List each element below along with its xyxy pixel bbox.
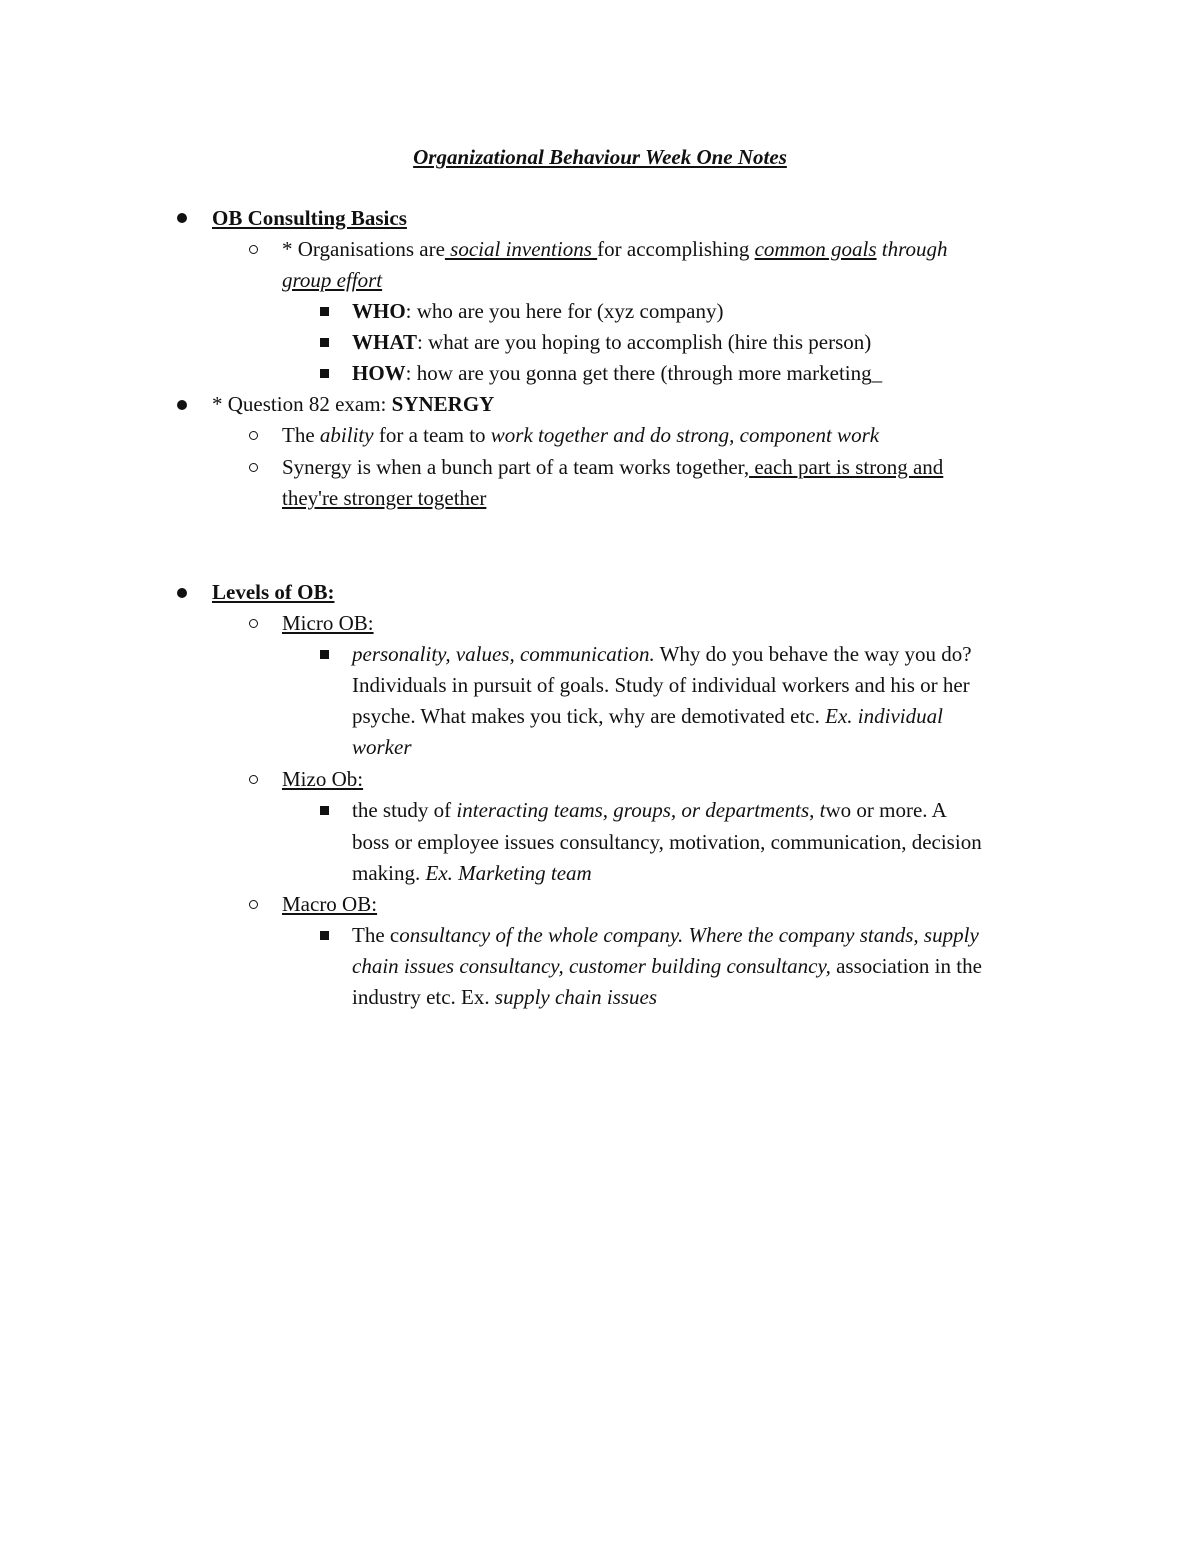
bullet-dot	[177, 400, 187, 410]
micro-line-1: personality, values, communication. Why do you behave the way you do?	[352, 642, 972, 666]
section-heading-levels: Levels of OB:	[212, 580, 335, 604]
bullet-square	[320, 369, 329, 378]
bullet-dot	[177, 213, 187, 223]
bullet-circle	[249, 245, 258, 254]
micro-line-2: Individuals in pursuit of goals. Study of individual workers and his or her	[352, 673, 970, 697]
list-item-synergy-def: Synergy is when a bunch part of a team works together, each part is strong and	[282, 455, 944, 479]
section-heading-ob-basics: OB Consulting Basics	[212, 206, 407, 230]
bullet-circle	[249, 775, 258, 784]
list-item-what: WHAT: what are you hoping to accomplish (hire this person)	[352, 330, 872, 354]
list-item-ability: The ability for a team to work together and do strong, component work	[282, 423, 880, 447]
subheading-mizo-ob: Mizo Ob:	[282, 767, 364, 791]
page-title: Organizational Behaviour Week One Notes	[413, 145, 787, 169]
bullet-circle	[249, 900, 258, 909]
list-item-organisations: * Organisations are social inventions for accomplishing common goals through	[282, 237, 948, 261]
macro-line-3: industry etc. Ex. supply chain issues	[352, 985, 658, 1009]
bullet-circle	[249, 463, 258, 472]
macro-line-2: chain issues consultancy, customer building consultancy, association in the	[352, 954, 982, 978]
bullet-square	[320, 650, 329, 659]
bullet-dot	[177, 588, 187, 598]
bullet-square	[320, 338, 329, 347]
micro-line-3: psyche. What makes you tick, why are demotivated etc. Ex. individual	[352, 704, 943, 728]
bullet-square	[320, 931, 329, 940]
mizo-line-2: boss or employee issues consultancy, motivation, communication, decision	[352, 830, 982, 854]
macro-line-1: The consultancy of the whole company. Where the company stands, supply	[352, 923, 979, 947]
micro-line-4: worker	[352, 735, 412, 759]
list-item-organisations-cont: group effort	[282, 268, 383, 292]
section-heading-synergy: * Question 82 exam: SYNERGY	[212, 392, 495, 416]
mizo-line-3: making. Ex. Marketing team	[352, 861, 592, 885]
subheading-macro-ob: Macro OB:	[282, 892, 378, 916]
mizo-line-1: the study of interacting teams, groups, or departments, two or more. A	[352, 798, 947, 822]
list-item-how: HOW: how are you gonna get there (through more marketing_	[352, 361, 883, 385]
subheading-micro-ob: Micro OB:	[282, 611, 374, 635]
list-item-synergy-def-cont: they're stronger together	[282, 486, 487, 510]
bullet-circle	[249, 431, 258, 440]
bullet-circle	[249, 619, 258, 628]
bullet-square	[320, 806, 329, 815]
bullet-square	[320, 307, 329, 316]
list-item-who: WHO: who are you here for (xyz company)	[352, 299, 724, 323]
